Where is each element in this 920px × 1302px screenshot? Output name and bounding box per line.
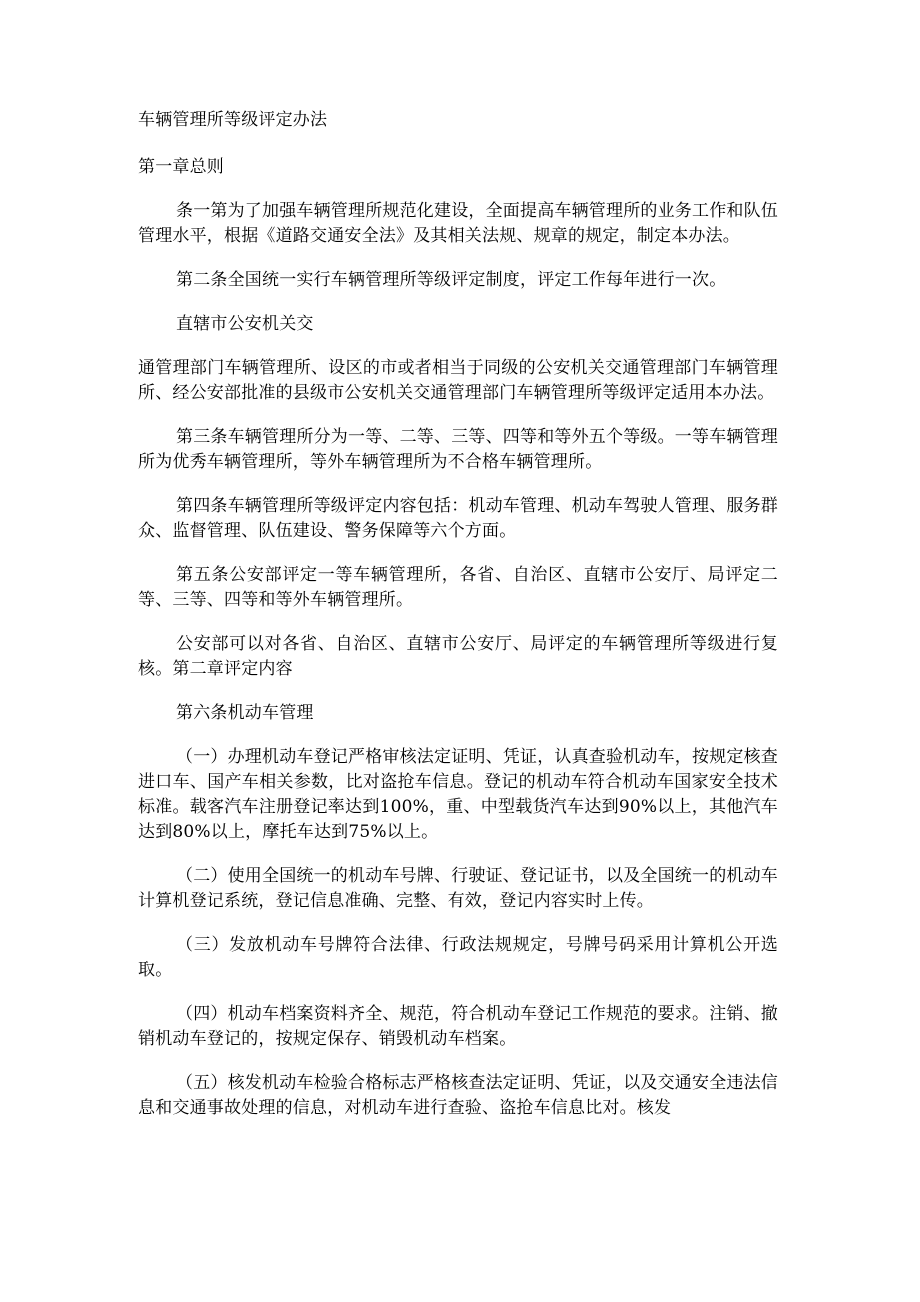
paragraph-item-3: （三）发放机动车号牌符合法律、行政法规规定，号牌号码采用计算机公开选取。 — [138, 935, 778, 980]
paragraph-fragment: 直辖市公安机关交 — [176, 314, 314, 334]
document-title: 车辆管理所等级评定办法 — [138, 110, 328, 130]
paragraph-article-4: 第四条车辆管理所等级评定内容包括：机动车管理、机动车驾驶人管理、服务群众、监督管理、队伍建设、警务保障等六个方面。 — [138, 496, 778, 541]
paragraph-article-2: 第二条全国统一实行车辆管理所等级评定制度，评定工作每年进行一次。 — [176, 270, 727, 290]
paragraph-item-5: （五）核发机动车检验合格标志严格核查法定证明、凭证，以及交通安全违法信息和交通事故处理的信息，对机动车进行查验、盗抢车信息比对。核发 — [138, 1073, 778, 1118]
paragraph-scope: 通管理部门车辆管理所、设区的市或者相当于同级的公安机关交通管理部门车辆管理所、经公安部批准的县级市公安机关交通管理部门车辆管理所等级评定适用本办法。 — [138, 358, 778, 403]
chapter-heading: 第一章总则 — [138, 157, 224, 177]
paragraph-item-2: （二）使用全国统一的机动车号牌、行驶证、登记证书，以及全国统一的机动车计算机登记系统，登记信息准确、完整、有效，登记内容实时上传。 — [138, 866, 778, 911]
paragraph-article-6: 第六条机动车管理 — [176, 703, 314, 723]
paragraph-article-3: 第三条车辆管理所分为一等、二等、三等、四等和等外五个等级。一等车辆管理所为优秀车辆管理所，等外车辆管理所为不合格车辆管理所。 — [138, 427, 778, 472]
paragraph-article-1: 条一第为了加强车辆管理所规范化建设，全面提高车辆管理所的业务工作和队伍管理水平，根据《道路交通安全法》及其相关法规、规章的规定，制定本办法。 — [138, 201, 778, 246]
paragraph-article-5: 第五条公安部评定一等车辆管理所，各省、自治区、直辖市公安厅、局评定二等、三等、四等和等外车辆管理所。 — [138, 565, 778, 610]
document-page — [138, 108, 778, 1121]
paragraph-review: 公安部可以对各省、自治区、直辖市公安厅、局评定的车辆管理所等级进行复核。第二章评定内容 — [138, 634, 778, 679]
paragraph-item-1: （一）办理机动车登记严格审核法定证明、凭证，认真查验机动车，按规定核查进口车、国产车相关参数，比对盗抢车信息。登记的机动车符合机动车国家安全技术标准。载客汽车注册登记率达到100%，重、中型载货汽车达到90%以上，其他汽车达到80%以上，摩托车达到75%以上。 — [138, 747, 778, 842]
paragraph-item-4: （四）机动车档案资料齐全、规范，符合机动车登记工作规范的要求。注销、撤销机动车登记的，按规定保存、销毁机动车档案。 — [138, 1004, 778, 1049]
